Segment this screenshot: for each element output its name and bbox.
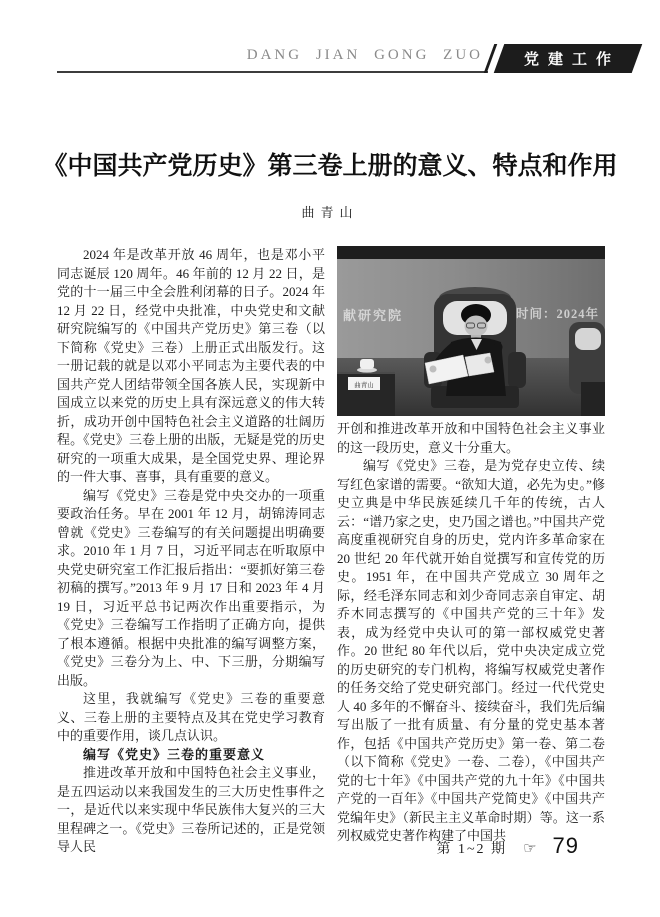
paragraph-continued: 开创和推进改革开放和中国特色社会主义事业的这一段历史，意义十分重大。 bbox=[337, 421, 605, 455]
paragraph: 编写《党史》三卷是党中央交办的一项重要政治任务。早在 2001 年 12 月，胡锦涛同志曾就《党史》三卷编写的有关问题提出明确要求。2010 年 1 月 7 日，习近平同志在听取原中央党史研究室工作汇报后指出：“要抓好第三卷初稿的撰写。”2013 年 9 月 17 日和 2023 年 4 月 19 日，习近平总书记两次作出重要指示，为《党史》三卷编写工作指明了正确方向，提供了根本遵循。根据中央批准的编写调整方案，《党史》三卷分为上、中、下三册，分期编写出版。 bbox=[57, 487, 325, 688]
section-heading: 编写《党史》三卷的重要意义 bbox=[83, 746, 266, 762]
paragraph: 这里，我就编写《党史》三卷的重要意义、三卷上册的主要特点及其在党史学习教育中的重要作用，谈几点认识。 bbox=[57, 691, 325, 743]
right-column bbox=[337, 246, 605, 846]
section-label-box bbox=[494, 44, 643, 73]
page-number: 79 bbox=[552, 833, 579, 858]
name-card: 曲青山 bbox=[354, 382, 374, 389]
pointing-hand-icon: ☞ bbox=[523, 841, 537, 857]
photo-illustration bbox=[337, 246, 605, 416]
backdrop-text-left: 献研究院 bbox=[343, 308, 404, 323]
paragraph: 编写《党史》三卷，是为党存史立传、续写红色家谱的需要。“欲知大道，必先为史。”修史立典是中华民族延续几千年的传统，古人云：“谱乃家之史，史乃国之谱也。”中国共产党高度重视研究自身的历史，党内许多革命家在 20 世纪 20 年代就开始自觉撰写和宣传党的历史。1951 年，在中国共产党成立 30 周年之际，经毛泽东同志和刘少奇同志亲自审定、胡乔木同志撰写的《中国共产党的三十年》发表，成为经党中央认可的第一部权威党史著作。20 世纪 80 年代以后，党中央决定成立党的历史研究的专门机构，将编写权威党史著作的任务交给了党史研究部门。经过一代代党史人 40 多年的不懈奋斗、接续奋斗，我们先后编写出版了一批有质量、有分量的党史基本著作，包括《中国共产党历史》第一卷、第二卷（以下简称《党史》一卷、二卷），《中国共产党的七十年》《中国共产党的九十年》《中国共产党的一百年》《中国共产党简史》《中国共产党编年史》（新民主主义革命时期）等。这一系列权威党史著作构建了中国共 bbox=[337, 458, 605, 843]
issue-label: 第 1~2 期 bbox=[436, 842, 508, 857]
author-name: 曲青山 bbox=[301, 205, 359, 220]
section-label: 党建工作 bbox=[524, 51, 621, 68]
masthead-eyebrow: DANG JIAN GONG ZUO bbox=[246, 47, 483, 63]
left-column bbox=[57, 246, 325, 857]
masthead-rule bbox=[57, 71, 488, 73]
paragraph: 2024 年是改革开放 46 周年，也是邓小平同志诞辰 120 周年。46 年前的 12 月 22 日，是党的十一届三中全会胜利闭幕的日子。2024 年 12 月 22 日，经党中央批准，中央党史和文献研究院编写的《中国共产党历史》第三卷（以下简称《党史》三卷）上册正式出版发行。这一册记载的就是以邓小平同志为主要代表的中国共产党人团结带领全国各族人民，实现新中国成立以来党的历史上具有深远意义的伟大转折，成功开创中国特色社会主义道路的壮阔历程。《党史》三卷上册的出版，无疑是党的历史研究的一项重大成果，是全国党史界、理论界的一件大事、喜事，具有重要的意义。 bbox=[57, 247, 325, 484]
photo-top-band bbox=[337, 246, 605, 259]
page-footer bbox=[337, 833, 605, 859]
paragraph: 推进改革开放和中国特色社会主义事业，是五四运动以来我国发生的三大历史性事件之一，是近代以来实现中华民族伟大复兴的三大里程碑之一。《党史》三卷所记述的，正是党领导人民 bbox=[57, 765, 325, 854]
article-photo bbox=[337, 246, 605, 416]
page-title: 《中国共产党历史》第三卷上册的意义、特点和作用 bbox=[42, 152, 618, 180]
backdrop-text-right: 时间：2024年 bbox=[515, 307, 599, 321]
